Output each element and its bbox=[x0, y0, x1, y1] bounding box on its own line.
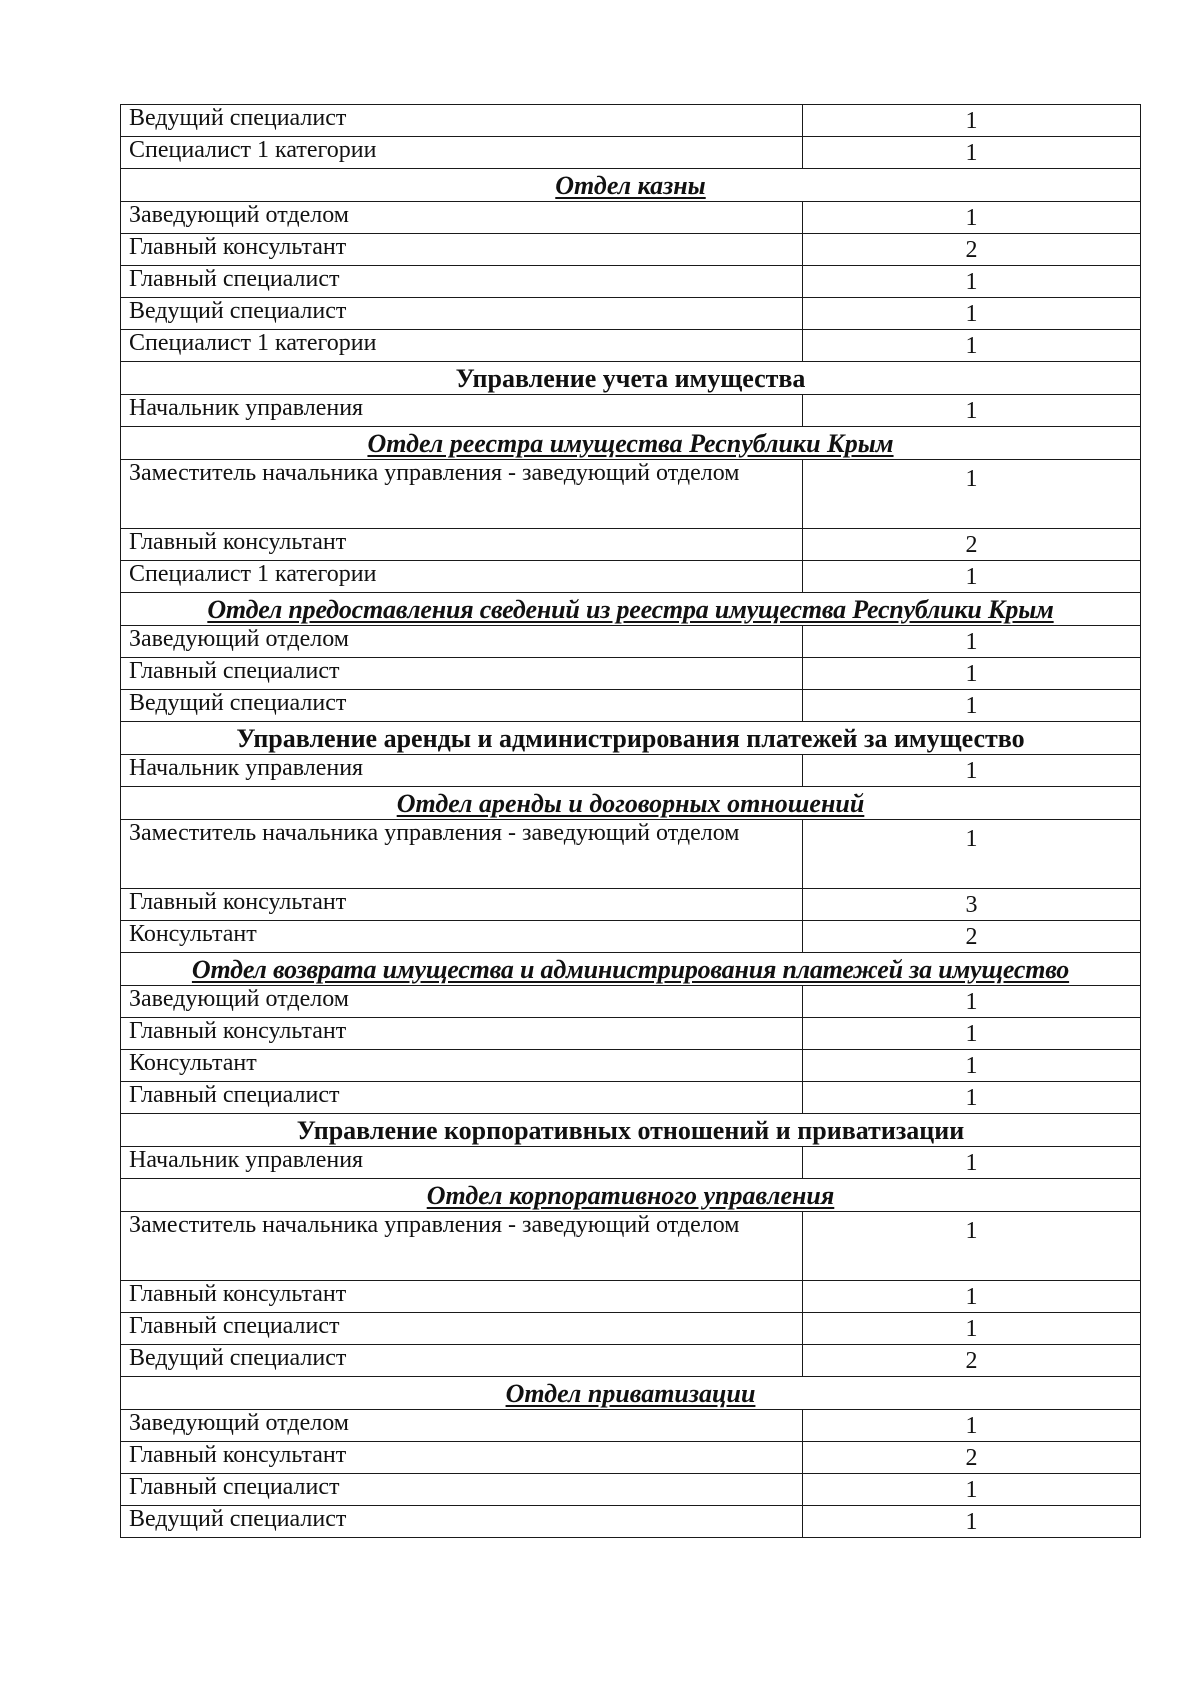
position-count: 1 bbox=[803, 298, 1141, 330]
position-row bbox=[121, 266, 1141, 298]
administration-title: Управление аренды и администрирования платежей за имущество bbox=[121, 722, 1141, 755]
position-count: 1 bbox=[803, 755, 1141, 787]
position-title: Начальник управления bbox=[121, 755, 803, 787]
staffing-table-body bbox=[121, 105, 1141, 1538]
position-count: 1 bbox=[803, 986, 1141, 1018]
administration-title: Управление учета имущества bbox=[121, 362, 1141, 395]
department-title: Отдел возврата имущества и администрирования платежей за имущество bbox=[121, 953, 1141, 986]
department-title: Отдел реестра имущества Республики Крым bbox=[121, 427, 1141, 460]
position-title: Специалист 1 категории bbox=[121, 137, 803, 169]
position-title: Главный специалист bbox=[121, 266, 803, 298]
position-row bbox=[121, 755, 1141, 787]
position-title: Заведующий отделом bbox=[121, 202, 803, 234]
department-header-row bbox=[121, 169, 1141, 202]
position-title: Консультант bbox=[121, 921, 803, 953]
position-row bbox=[121, 690, 1141, 722]
position-title: Главный специалист bbox=[121, 658, 803, 690]
position-row bbox=[121, 1082, 1141, 1114]
position-title: Специалист 1 категории bbox=[121, 561, 803, 593]
position-count: 3 bbox=[803, 889, 1141, 921]
position-title: Главный консультант bbox=[121, 234, 803, 266]
position-row bbox=[121, 921, 1141, 953]
position-title: Ведущий специалист bbox=[121, 1506, 803, 1538]
department-title: Отдел предоставления сведений из реестра имущества Республики Крым bbox=[121, 593, 1141, 626]
position-row bbox=[121, 1474, 1141, 1506]
position-count: 2 bbox=[803, 1442, 1141, 1474]
position-row bbox=[121, 561, 1141, 593]
position-title: Специалист 1 категории bbox=[121, 330, 803, 362]
position-title: Главный специалист bbox=[121, 1313, 803, 1345]
position-count: 1 bbox=[803, 626, 1141, 658]
position-row bbox=[121, 820, 1141, 889]
position-row bbox=[121, 105, 1141, 137]
position-count: 1 bbox=[803, 820, 1141, 889]
position-title: Ведущий специалист bbox=[121, 298, 803, 330]
position-row bbox=[121, 395, 1141, 427]
position-count: 1 bbox=[803, 105, 1141, 137]
position-row bbox=[121, 330, 1141, 362]
department-header-row bbox=[121, 427, 1141, 460]
position-count: 2 bbox=[803, 1345, 1141, 1377]
position-count: 1 bbox=[803, 1212, 1141, 1281]
position-title: Заместитель начальника управления - заведующий отделом bbox=[121, 820, 803, 889]
department-header-row bbox=[121, 1179, 1141, 1212]
department-header-row bbox=[121, 953, 1141, 986]
position-count: 1 bbox=[803, 1313, 1141, 1345]
department-title: Отдел корпоративного управления bbox=[121, 1179, 1141, 1212]
position-count: 1 bbox=[803, 202, 1141, 234]
position-count: 2 bbox=[803, 921, 1141, 953]
position-row bbox=[121, 1410, 1141, 1442]
position-count: 1 bbox=[803, 1474, 1141, 1506]
position-count: 1 bbox=[803, 266, 1141, 298]
department-title: Отдел аренды и договорных отношений bbox=[121, 787, 1141, 820]
position-count: 1 bbox=[803, 1506, 1141, 1538]
position-row bbox=[121, 1018, 1141, 1050]
position-row bbox=[121, 137, 1141, 169]
position-row bbox=[121, 658, 1141, 690]
department-title: Отдел казны bbox=[121, 169, 1141, 202]
position-row bbox=[121, 202, 1141, 234]
position-title: Главный специалист bbox=[121, 1082, 803, 1114]
position-count: 1 bbox=[803, 690, 1141, 722]
position-count: 1 bbox=[803, 658, 1141, 690]
position-row bbox=[121, 626, 1141, 658]
position-row bbox=[121, 1212, 1141, 1281]
position-title: Ведущий специалист bbox=[121, 690, 803, 722]
position-row bbox=[121, 1506, 1141, 1538]
administration-title: Управление корпоративных отношений и приватизации bbox=[121, 1114, 1141, 1147]
position-count: 2 bbox=[803, 234, 1141, 266]
position-title: Главный специалист bbox=[121, 1474, 803, 1506]
position-title: Начальник управления bbox=[121, 395, 803, 427]
position-count: 1 bbox=[803, 1147, 1141, 1179]
position-row bbox=[121, 1313, 1141, 1345]
position-count: 1 bbox=[803, 1281, 1141, 1313]
position-count: 1 bbox=[803, 395, 1141, 427]
position-title: Ведущий специалист bbox=[121, 1345, 803, 1377]
department-header-row bbox=[121, 1377, 1141, 1410]
position-title: Заведующий отделом bbox=[121, 1410, 803, 1442]
administration-header-row bbox=[121, 722, 1141, 755]
position-title: Главный консультант bbox=[121, 529, 803, 561]
position-row bbox=[121, 529, 1141, 561]
position-count: 1 bbox=[803, 561, 1141, 593]
position-row bbox=[121, 1147, 1141, 1179]
position-count: 1 bbox=[803, 330, 1141, 362]
administration-header-row bbox=[121, 362, 1141, 395]
position-count: 1 bbox=[803, 137, 1141, 169]
position-title: Главный консультант bbox=[121, 1018, 803, 1050]
position-title: Заместитель начальника управления - заведующий отделом bbox=[121, 1212, 803, 1281]
staffing-table bbox=[120, 104, 1141, 1538]
position-count: 1 bbox=[803, 460, 1141, 529]
position-title: Консультант bbox=[121, 1050, 803, 1082]
position-title: Заведующий отделом bbox=[121, 626, 803, 658]
position-count: 1 bbox=[803, 1082, 1141, 1114]
position-row bbox=[121, 1281, 1141, 1313]
department-header-row bbox=[121, 787, 1141, 820]
position-row bbox=[121, 234, 1141, 266]
position-title: Главный консультант bbox=[121, 889, 803, 921]
administration-header-row bbox=[121, 1114, 1141, 1147]
position-row bbox=[121, 1050, 1141, 1082]
position-row bbox=[121, 1345, 1141, 1377]
department-title: Отдел приватизации bbox=[121, 1377, 1141, 1410]
position-title: Главный консультант bbox=[121, 1281, 803, 1313]
position-row bbox=[121, 1442, 1141, 1474]
position-title: Начальник управления bbox=[121, 1147, 803, 1179]
position-count: 1 bbox=[803, 1018, 1141, 1050]
position-row bbox=[121, 460, 1141, 529]
department-header-row bbox=[121, 593, 1141, 626]
position-title: Главный консультант bbox=[121, 1442, 803, 1474]
position-count: 1 bbox=[803, 1410, 1141, 1442]
position-count: 2 bbox=[803, 529, 1141, 561]
position-row bbox=[121, 889, 1141, 921]
position-title: Заведующий отделом bbox=[121, 986, 803, 1018]
position-count: 1 bbox=[803, 1050, 1141, 1082]
position-title: Ведущий специалист bbox=[121, 105, 803, 137]
position-row bbox=[121, 986, 1141, 1018]
position-title: Заместитель начальника управления - заведующий отделом bbox=[121, 460, 803, 529]
position-row bbox=[121, 298, 1141, 330]
